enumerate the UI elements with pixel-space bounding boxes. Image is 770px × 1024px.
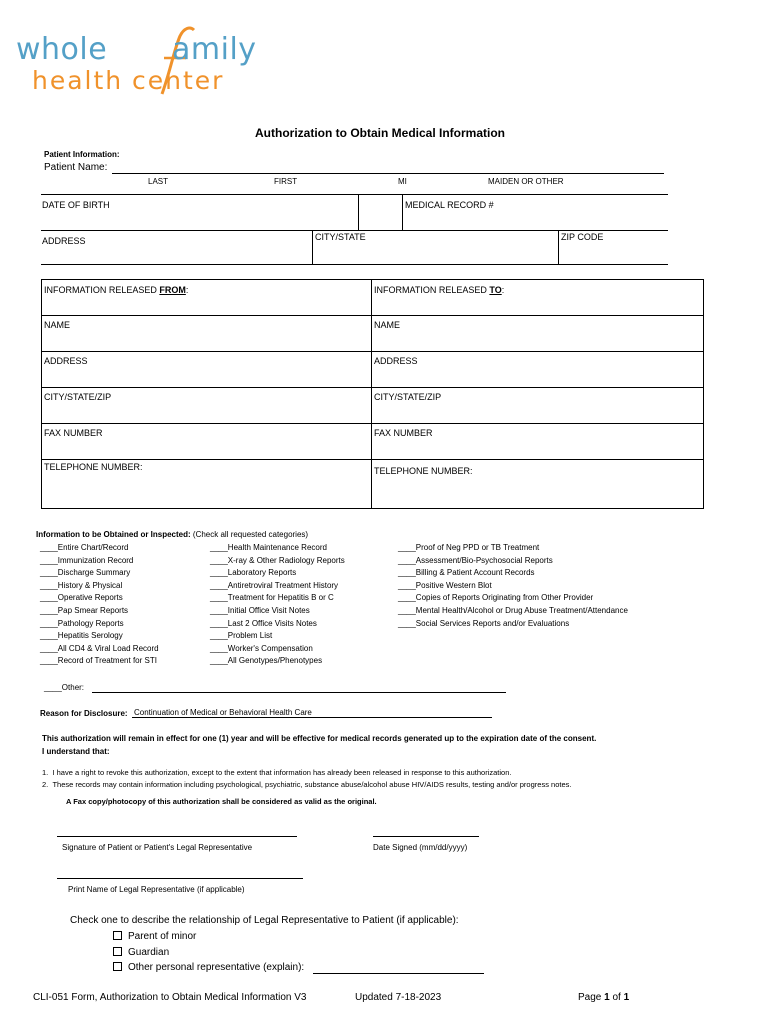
info-item-blank[interactable]: ____ — [398, 618, 416, 628]
info-item-label: Record of Treatment for STI — [57, 656, 157, 666]
info-item[interactable] — [210, 643, 345, 656]
info-item-blank[interactable]: ____ — [40, 656, 58, 666]
footer-updated: Updated 7-18-2023 — [355, 992, 442, 1003]
info-item-label: Last 2 Office Visits Notes — [227, 618, 317, 628]
info-item-blank[interactable]: ____ — [210, 580, 228, 590]
info-item-blank[interactable]: ____ — [210, 593, 228, 603]
footer-form-id: CLI-051 Form, Authorization to Obtain Medical Information V3 — [33, 992, 307, 1003]
info-item[interactable] — [398, 580, 628, 593]
info-item[interactable] — [40, 643, 159, 656]
info-item-blank[interactable]: ____ — [398, 568, 416, 578]
footer-page-number: Page 1 of 1 — [578, 992, 630, 1003]
info-item-label: Initial Office Visit Notes — [227, 605, 310, 615]
relationship-option-guardian[interactable]: Guardian — [113, 947, 169, 958]
zip-label: ZIP CODE — [561, 232, 604, 242]
info-item-blank[interactable]: ____ — [40, 580, 58, 590]
to-telephone-field[interactable]: TELEPHONE NUMBER: — [374, 466, 473, 476]
info-item[interactable] — [40, 618, 159, 631]
disclosure-value[interactable]: Continuation of Medical or Behavioral Health Care — [132, 708, 492, 718]
divider — [358, 194, 359, 230]
medical-record-label: MEDICAL RECORD # — [405, 200, 494, 210]
info-item-label: Immunization Record — [57, 555, 134, 565]
relationship-prompt: Check one to describe the relationship of Legal Representative to Patient (if applicable): — [70, 915, 459, 926]
print-name-line[interactable] — [57, 878, 303, 879]
info-item-blank[interactable]: ____ — [40, 543, 58, 552]
info-item[interactable] — [40, 580, 159, 593]
info-item[interactable] — [40, 655, 159, 668]
relationship-option-other[interactable]: Other personal representative (explain): — [113, 962, 304, 973]
info-item[interactable] — [40, 630, 159, 643]
info-item-label: Mental Health/Alcohol or Drug Abuse Treatment/Attendance — [415, 605, 628, 615]
info-item[interactable] — [398, 605, 628, 618]
signature-label: Signature of Patient or Patient's Legal Representative — [62, 843, 253, 852]
info-item-blank[interactable]: ____ — [398, 543, 416, 552]
info-item-label: Pap Smear Reports — [57, 605, 129, 615]
from-fax-field[interactable]: FAX NUMBER — [44, 428, 103, 438]
info-item[interactable] — [210, 542, 345, 555]
info-item[interactable] — [210, 555, 345, 568]
info-item[interactable] — [398, 618, 628, 631]
info-item[interactable] — [40, 592, 159, 605]
info-item-label: Proof of Neg PPD or TB Treatment — [415, 543, 540, 552]
info-item-blank[interactable]: ____ — [398, 593, 416, 603]
name-part-first: FIRST — [274, 177, 298, 186]
info-item-label: All Genotypes/Phenotypes — [227, 656, 323, 666]
print-name-label: Print Name of Legal Representative (if applicable) — [68, 885, 245, 894]
info-item-label: Laboratory Reports — [227, 568, 297, 578]
info-item[interactable] — [40, 605, 159, 618]
release-table — [41, 279, 704, 509]
understand-label: I understand that: — [42, 747, 110, 756]
patient-info-label: Patient Information: — [44, 150, 120, 159]
other-row: ____Other: — [44, 683, 85, 692]
info-item-blank[interactable]: ____ — [210, 643, 228, 653]
date-label: Date Signed (mm/dd/yyyy) — [373, 843, 468, 852]
from-name-field[interactable]: NAME — [44, 320, 71, 330]
info-item-label: Assessment/Bio-Psychosocial Reports — [415, 555, 553, 565]
info-item[interactable] — [40, 567, 159, 580]
relationship-option-parent[interactable]: Parent of minor — [113, 931, 196, 942]
info-item-blank[interactable]: ____ — [40, 618, 58, 628]
divider — [41, 264, 668, 265]
info-item-blank[interactable]: ____ — [210, 605, 228, 615]
logo-word-amily: amily — [172, 32, 257, 67]
info-heading: Information to be Obtained or Inspected: (Check all requested categories) — [36, 530, 309, 539]
info-item-label: Problem List — [227, 631, 273, 641]
info-item-blank[interactable]: ____ — [210, 631, 228, 641]
info-item-label: Pathology Reports — [57, 618, 124, 628]
divider — [41, 194, 668, 195]
to-city-field[interactable]: CITY/STATE/ZIP — [374, 392, 442, 402]
to-name-field[interactable]: NAME — [374, 320, 401, 330]
checkbox-icon[interactable] — [113, 962, 122, 971]
info-item[interactable] — [40, 555, 159, 568]
disclosure-row: Reason for Disclosure: — [40, 709, 128, 718]
info-item-blank[interactable]: ____ — [40, 568, 58, 578]
city-state-label: CITY/STATE — [315, 232, 366, 242]
from-city-field[interactable]: CITY/STATE/ZIP — [44, 392, 112, 402]
signature-line[interactable] — [57, 836, 297, 837]
info-item-blank[interactable]: ____ — [398, 605, 416, 615]
other-input-line[interactable] — [92, 692, 506, 693]
info-item-label: Treatment for Hepatitis B or C — [227, 593, 334, 603]
divider — [41, 230, 668, 231]
info-item[interactable] — [210, 592, 345, 605]
info-item-label: Antiretroviral Treatment History — [227, 580, 339, 590]
info-item-blank[interactable]: ____ — [398, 555, 416, 565]
info-item-label: Health Maintenance Record — [227, 543, 327, 552]
patient-name-label: Patient Name: — [44, 162, 108, 173]
info-item-blank[interactable]: ____ — [210, 618, 228, 628]
info-item-label: Worker's Compensation — [227, 643, 313, 653]
info-item-blank[interactable]: ____ — [40, 593, 58, 603]
info-column-1 — [40, 542, 159, 668]
authorization-duration: This authorization will remain in effect for one (1) year and will be effective for medical records generated up to the expiration date of the consent. — [42, 734, 597, 743]
info-item[interactable] — [210, 605, 345, 618]
info-item-label: Entire Chart/Record — [57, 543, 129, 552]
divider — [312, 230, 313, 264]
from-address-field[interactable]: ADDRESS — [44, 356, 88, 366]
other-explain-line[interactable] — [313, 973, 484, 974]
info-item-blank[interactable]: ____ — [40, 605, 58, 615]
info-column-2 — [210, 542, 345, 668]
info-item-blank[interactable]: ____ — [210, 656, 228, 666]
info-item-blank[interactable]: ____ — [210, 543, 228, 552]
divider — [371, 279, 372, 509]
date-line[interactable] — [373, 836, 479, 837]
info-item[interactable] — [210, 567, 345, 580]
info-item[interactable] — [210, 580, 345, 593]
info-item-blank[interactable]: ____ — [398, 580, 416, 590]
name-part-mi: MI — [398, 177, 407, 186]
info-item[interactable] — [210, 630, 345, 643]
info-item-label: Hepatitis Serology — [57, 631, 123, 641]
info-column-3 — [398, 542, 628, 630]
page-title: Authorization to Obtain Medical Information — [255, 126, 505, 140]
info-item-label: Copies of Reports Originating from Other Provider — [415, 593, 594, 603]
info-item-label: Positive Western Blot — [415, 580, 492, 590]
info-item-label: X-ray & Other Radiology Reports — [227, 555, 345, 565]
to-fax-field[interactable]: FAX NUMBER — [374, 428, 433, 438]
name-part-last: LAST — [148, 177, 169, 186]
released-from-header: INFORMATION RELEASED FROM: — [44, 285, 189, 295]
checkbox-icon[interactable] — [113, 931, 122, 940]
info-item[interactable] — [210, 655, 345, 668]
info-item-label: Social Services Reports and/or Evaluations — [415, 618, 570, 628]
released-to-header: INFORMATION RELEASED TO: — [374, 285, 505, 295]
checkbox-icon[interactable] — [113, 947, 122, 956]
understand-item-1: 1. I have a right to revoke this authorization, except to the extent that information has already been released in response to this authorization. — [42, 768, 512, 777]
info-item[interactable] — [398, 555, 628, 568]
divider — [41, 387, 704, 388]
address-label: ADDRESS — [42, 236, 86, 246]
divider — [41, 423, 704, 424]
logo-word-center: center — [132, 66, 225, 95]
to-address-field[interactable]: ADDRESS — [374, 356, 418, 366]
patient-name-line[interactable] — [112, 173, 664, 174]
info-item-label: Billing & Patient Account Records — [415, 568, 535, 578]
info-item-label: Operative Reports — [57, 593, 123, 603]
divider — [41, 351, 704, 352]
info-item[interactable] — [398, 567, 628, 580]
divider — [558, 230, 559, 264]
info-item-blank[interactable]: ____ — [210, 555, 228, 565]
info-item-label: Discharge Summary — [57, 568, 131, 578]
dob-label: DATE OF BIRTH — [42, 200, 110, 210]
info-item-label: All CD4 & Viral Load Record — [57, 643, 159, 653]
logo-word-health: health — [32, 66, 124, 95]
info-item[interactable] — [40, 542, 159, 555]
info-item-blank[interactable]: ____ — [40, 631, 58, 641]
divider — [402, 194, 403, 230]
info-item[interactable] — [398, 592, 628, 605]
logo-word-whole: whole — [16, 32, 108, 67]
info-item[interactable] — [398, 542, 628, 555]
info-item-blank[interactable]: ____ — [210, 568, 228, 578]
fax-note: A Fax copy/photocopy of this authorization shall be considered as valid as the original. — [66, 797, 377, 806]
info-item-label: History & Physical — [57, 580, 123, 590]
divider — [41, 315, 704, 316]
divider — [41, 459, 704, 460]
name-part-maiden: MAIDEN OR OTHER — [488, 177, 564, 186]
info-item[interactable] — [210, 618, 345, 631]
logo — [14, 22, 257, 102]
from-telephone-field[interactable]: TELEPHONE NUMBER: — [44, 462, 143, 472]
understand-item-2: 2. These records may contain information including psychological, psychiatric, substance abuse/alcohol abuse HIV/AIDS results, testing and/or progress notes. — [42, 780, 572, 789]
info-item-blank[interactable]: ____ — [40, 643, 58, 653]
info-item-blank[interactable]: ____ — [40, 555, 58, 565]
